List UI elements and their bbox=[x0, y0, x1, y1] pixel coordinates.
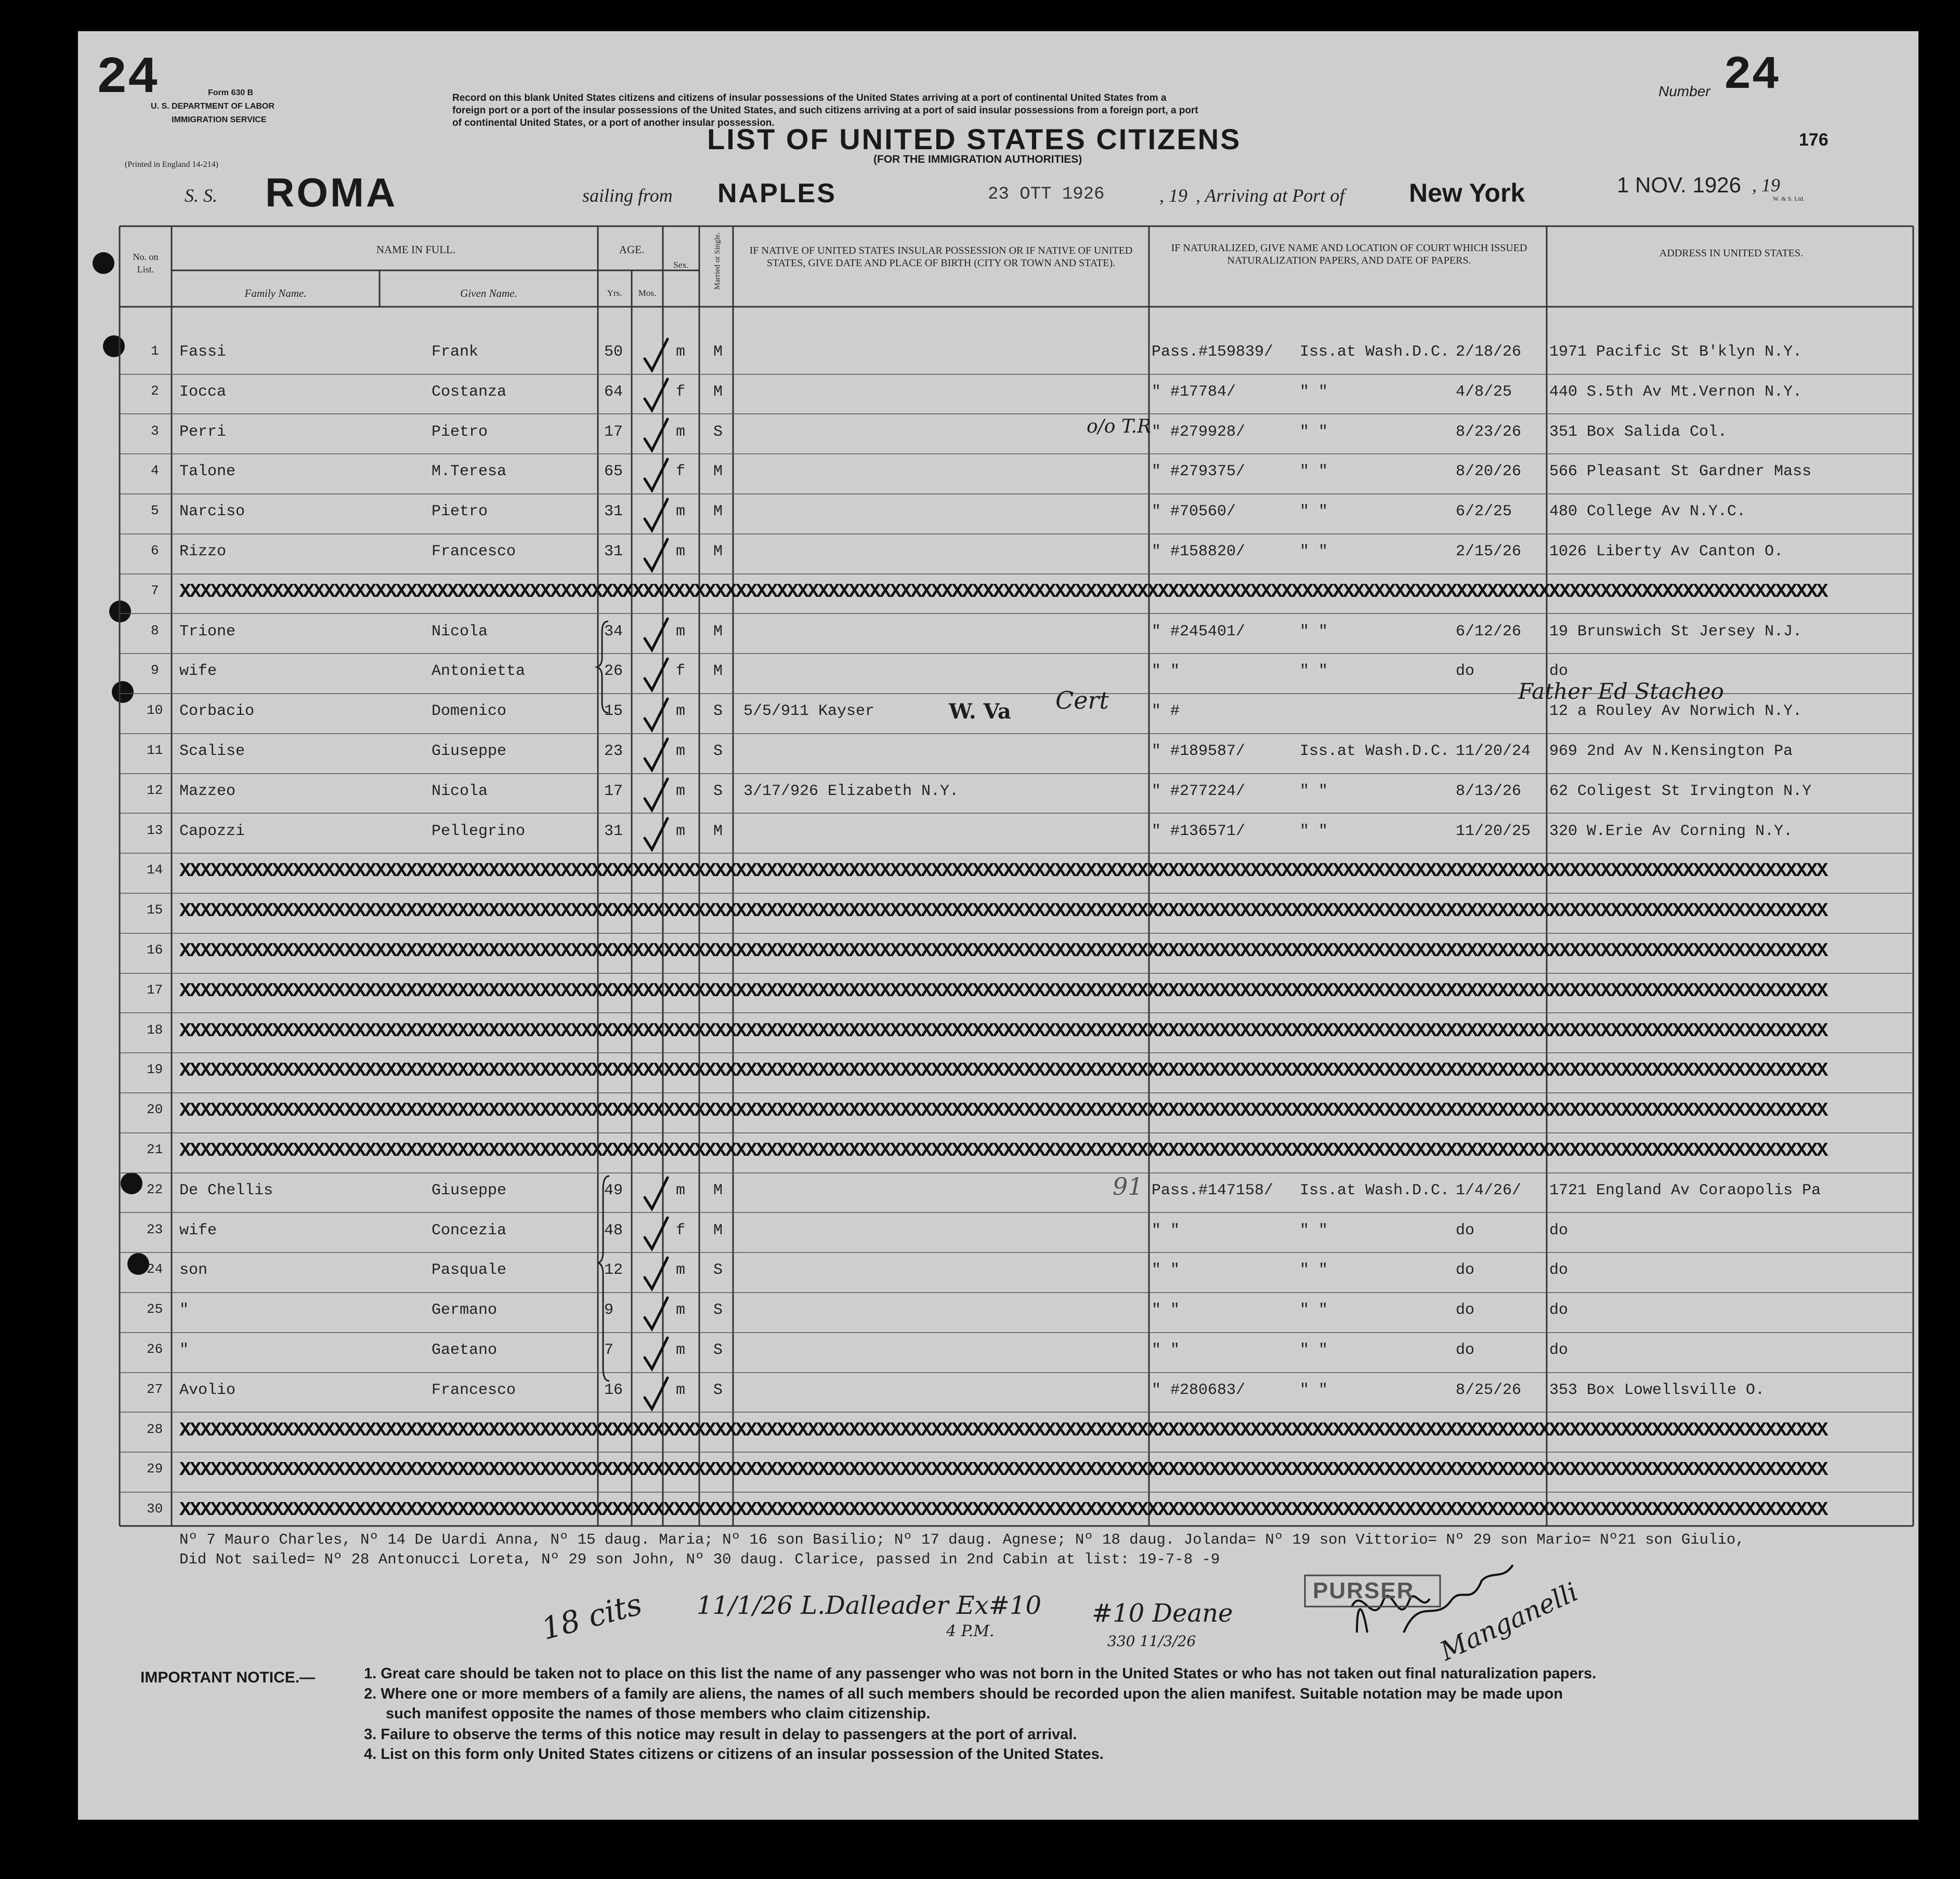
address-cell: 1721 England Av Coraopolis Pa bbox=[1549, 1181, 1821, 1199]
naturalization-paper-cell: " " bbox=[1152, 1301, 1180, 1320]
address-cell: do bbox=[1549, 662, 1569, 681]
age-years-cell: 23 bbox=[604, 742, 623, 760]
age-years-cell: 50 bbox=[604, 343, 623, 361]
given-name-cell: Nicola bbox=[432, 782, 488, 800]
crossed-out-row: XXXXXXXXXXXXXXXXXXXXXXXXXXXXXXXXXXXXXXXXXXXXXXXXXXXXXXXXXXXXXXXXXXXXXXXXXXXXXXXXXXXXXXXXXXXXXXXXXXXXXXXXXXXXXXXXXXXXXXXXXXXXXXXXXXXXXXXXXXXXXXXXXXXXXXXXXXXXXXXX bbox=[179, 983, 1827, 1000]
row-number: 9 bbox=[151, 662, 159, 678]
sail-date: 23 OTT 1926 bbox=[988, 185, 1105, 204]
age-years-cell: 31 bbox=[604, 543, 623, 560]
address-cell: 320 W.Erie Av Corning N.Y. bbox=[1549, 822, 1793, 840]
given-name-cell: Germano bbox=[432, 1301, 498, 1320]
paper-date-cell: do bbox=[1456, 1261, 1475, 1280]
given-name-cell: Pietro bbox=[432, 423, 488, 441]
court-cell: " " bbox=[1300, 423, 1328, 441]
address-cell: do bbox=[1549, 1221, 1569, 1239]
crossed-out-row: XXXXXXXXXXXXXXXXXXXXXXXXXXXXXXXXXXXXXXXXXXXXXXXXXXXXXXXXXXXXXXXXXXXXXXXXXXXXXXXXXXXXXXXXXXXXXXXXXXXXXXXXXXXXXXXXXXXXXXXXXXXXXXXXXXXXXXXXXXXXXXXXXXXXXXXXXXXXXXXX bbox=[179, 583, 1827, 601]
crossed-out-row: XXXXXXXXXXXXXXXXXXXXXXXXXXXXXXXXXXXXXXXXXXXXXXXXXXXXXXXXXXXXXXXXXXXXXXXXXXXXXXXXXXXXXXXXXXXXXXXXXXXXXXXXXXXXXXXXXXXXXXXXXXXXXXXXXXXXXXXXXXXXXXXXXXXXXXXXXXXXXXXX bbox=[179, 1103, 1827, 1120]
service: IMMIGRATION SERVICE bbox=[172, 115, 267, 124]
ship-name: ROMA bbox=[265, 169, 398, 215]
row-number: 14 bbox=[147, 862, 163, 878]
row-number: 4 bbox=[151, 463, 159, 479]
sex-cell: m bbox=[676, 622, 686, 641]
marital-status-cell: S bbox=[713, 1301, 723, 1320]
age-years-cell: 9 bbox=[604, 1301, 614, 1320]
col-yrs: Yrs. bbox=[607, 288, 622, 298]
row-number: 30 bbox=[147, 1501, 163, 1517]
family-name-cell: Talone bbox=[179, 463, 236, 481]
family-name-cell: Perri bbox=[179, 423, 227, 441]
page-subtitle: (FOR THE IMMIGRATION AUTHORITIES) bbox=[873, 153, 1082, 165]
naturalization-paper-cell: " #17784/ bbox=[1152, 383, 1236, 401]
family-name-cell: son bbox=[179, 1261, 208, 1280]
footnote-line-2: Did Not sailed= Nº 28 Antonucci Loreta, Nº 29 son John, Nº 30 daug. Clarice, passed in 2nd Cabin at list: 19-7-8 -9 bbox=[179, 1551, 1220, 1568]
row-number: 2 bbox=[151, 383, 159, 399]
given-name-cell: Pellegrino bbox=[432, 822, 526, 840]
marital-status-cell: M bbox=[713, 662, 723, 681]
address-cell: 566 Pleasant St Gardner Mass bbox=[1549, 463, 1812, 481]
page-number-right: 24 bbox=[1723, 49, 1780, 102]
marital-status-cell: M bbox=[713, 463, 723, 481]
crossed-out-row: XXXXXXXXXXXXXXXXXXXXXXXXXXXXXXXXXXXXXXXXXXXXXXXXXXXXXXXXXXXXXXXXXXXXXXXXXXXXXXXXXXXXXXXXXXXXXXXXXXXXXXXXXXXXXXXXXXXXXXXXXXXXXXXXXXXXXXXXXXXXXXXXXXXXXXXXXXXXXXXX bbox=[179, 1063, 1827, 1080]
row-number: 8 bbox=[151, 622, 159, 638]
court-cell: " " bbox=[1300, 1381, 1328, 1399]
age-years-cell: 34 bbox=[604, 622, 623, 641]
given-name-cell: Giuseppe bbox=[432, 742, 507, 760]
year-2: , 19 bbox=[1752, 175, 1780, 195]
col-family-name: Family Name. bbox=[244, 287, 307, 299]
family-name-cell: Trione bbox=[179, 622, 236, 641]
address-cell: 1026 Liberty Av Canton O. bbox=[1549, 543, 1784, 560]
page-number-left: 24 bbox=[96, 49, 159, 108]
family-name-cell: Narciso bbox=[179, 503, 245, 521]
col-address: ADDRESS IN UNITED STATES. bbox=[1659, 247, 1804, 259]
family-name-cell: wife bbox=[179, 662, 217, 681]
naturalization-paper-cell: " #136571/ bbox=[1152, 822, 1246, 840]
col-married: Married or Single. bbox=[713, 232, 722, 290]
marital-status-cell: M bbox=[713, 622, 723, 641]
port-to: New York bbox=[1409, 178, 1525, 207]
row-number: 12 bbox=[147, 782, 163, 798]
court-cell: " " bbox=[1300, 822, 1328, 840]
sex-cell: m bbox=[676, 822, 686, 840]
handwritten-91: 91 bbox=[1113, 1172, 1143, 1201]
col-given-name: Given Name. bbox=[460, 287, 517, 299]
paper-date-cell: 11/20/25 bbox=[1456, 822, 1531, 840]
sex-cell: m bbox=[676, 702, 686, 721]
paper-date-cell: 6/2/25 bbox=[1456, 503, 1512, 521]
marital-status-cell: M bbox=[713, 503, 723, 521]
address-cell: 62 Coligest St Irvington N.Y bbox=[1549, 782, 1812, 800]
paper-date-cell: do bbox=[1456, 1341, 1475, 1359]
paper-date-cell: 1/4/26/ bbox=[1456, 1181, 1522, 1199]
naturalization-paper-cell: " #245401/ bbox=[1152, 622, 1246, 641]
crossed-out-row: XXXXXXXXXXXXXXXXXXXXXXXXXXXXXXXXXXXXXXXXXXXXXXXXXXXXXXXXXXXXXXXXXXXXXXXXXXXXXXXXXXXXXXXXXXXXXXXXXXXXXXXXXXXXXXXXXXXXXXXXXXXXXXXXXXXXXXXXXXXXXXXXXXXXXXXXXXXXXXXX bbox=[179, 1422, 1827, 1439]
court-cell: " " bbox=[1300, 1261, 1328, 1280]
footnote-line-1: Nº 7 Mauro Charles, Nº 14 De Uardi Anna, Nº 15 daug. Maria; Nº 16 son Basilio; Nº 17 daug. Agnese; Nº 18 daug. Jolanda= Nº 19 son Vittorio= Nº 29 son Mario= Nº21 son Giulio, bbox=[179, 1531, 1745, 1548]
marital-status-cell: S bbox=[713, 782, 723, 800]
row-number: 22 bbox=[147, 1181, 163, 1197]
purser-stamp: PURSER bbox=[1313, 1578, 1415, 1603]
court-cell: " " bbox=[1300, 782, 1328, 800]
marital-status-cell: S bbox=[713, 1261, 723, 1280]
marital-status-cell: M bbox=[713, 822, 723, 840]
row-number: 5 bbox=[151, 503, 159, 519]
family-name-cell: Fassi bbox=[179, 343, 227, 361]
family-name-cell: wife bbox=[179, 1221, 217, 1239]
court-cell: " " bbox=[1300, 1221, 1328, 1239]
given-name-cell: Giuseppe bbox=[432, 1181, 507, 1199]
sex-cell: m bbox=[676, 343, 686, 361]
naturalization-paper-cell: " # bbox=[1152, 702, 1180, 721]
marital-status-cell: M bbox=[713, 343, 723, 361]
sex-cell: m bbox=[676, 1301, 686, 1320]
court-cell: " " bbox=[1300, 662, 1328, 681]
age-years-cell: 17 bbox=[604, 782, 623, 800]
age-years-cell: 31 bbox=[604, 822, 623, 840]
given-name-cell: Nicola bbox=[432, 622, 488, 641]
given-name-cell: Frank bbox=[432, 343, 479, 361]
address-cell: 353 Box Lowellsville O. bbox=[1549, 1381, 1765, 1399]
handwritten-note-2b: 330 11/3/26 bbox=[1107, 1633, 1196, 1650]
col-no: No. on List. bbox=[133, 252, 159, 275]
court-cell: " " bbox=[1300, 503, 1328, 521]
marital-status-cell: M bbox=[713, 543, 723, 560]
notice-heading: IMPORTANT NOTICE.— bbox=[140, 1669, 316, 1686]
sex-cell: f bbox=[676, 383, 686, 401]
paper-date-cell: 8/20/26 bbox=[1456, 463, 1522, 481]
age-years-cell: 16 bbox=[604, 1381, 623, 1399]
number-label: Number bbox=[1658, 83, 1710, 99]
naturalization-paper-cell: " #70560/ bbox=[1152, 503, 1236, 521]
sex-cell: m bbox=[676, 1341, 686, 1359]
crossed-out-row: XXXXXXXXXXXXXXXXXXXXXXXXXXXXXXXXXXXXXXXXXXXXXXXXXXXXXXXXXXXXXXXXXXXXXXXXXXXXXXXXXXXXXXXXXXXXXXXXXXXXXXXXXXXXXXXXXXXXXXXXXXXXXXXXXXXXXXXXXXXXXXXXXXXXXXXXXXXXXXXX bbox=[179, 1462, 1827, 1479]
page-title: LIST OF UNITED STATES CITIZENS bbox=[707, 123, 1242, 155]
court-cell: Iss.at Wash.D.C. bbox=[1300, 742, 1450, 760]
naturalization-paper-cell: " #279375/ bbox=[1152, 463, 1246, 481]
col-name-in-full: NAME IN FULL. bbox=[376, 243, 456, 256]
row-number: 6 bbox=[151, 543, 159, 558]
given-name-cell: Francesco bbox=[432, 543, 516, 560]
naturalization-paper-cell: Pass.#159839/ bbox=[1152, 343, 1274, 361]
form-number: Form 630 B bbox=[208, 88, 254, 97]
naturalization-paper-cell: " " bbox=[1152, 1221, 1180, 1239]
sheet-number: 176 bbox=[1799, 130, 1828, 150]
address-cell: 351 Box Salida Col. bbox=[1549, 423, 1728, 441]
notice-item-1: 1. Great care should be taken not to place on this list the name of any passenger who was not born in the United States or who has not taken out final naturalization papers. bbox=[364, 1665, 1597, 1682]
notice-item-3: 3. Failure to observe the terms of this notice may result in delay to passengers at the port of arrival. bbox=[364, 1726, 1077, 1743]
court-cell: " " bbox=[1300, 383, 1328, 401]
sex-cell: m bbox=[676, 1381, 686, 1399]
arrival-date: 1 NOV. 1926 bbox=[1617, 173, 1741, 197]
sex-cell: m bbox=[676, 543, 686, 560]
court-cell: " " bbox=[1300, 1301, 1328, 1320]
naturalization-paper-cell: " " bbox=[1152, 1261, 1180, 1280]
handwritten-father: Father Ed Stacheo bbox=[1518, 678, 1724, 704]
notice-item-2-cont: such manifest opposite the names of those members who claim citizenship. bbox=[386, 1705, 931, 1722]
col-native: IF NATIVE OF UNITED STATES INSULAR POSSESSION OR IF NATIVE OF UNITED STATES, GIVE DATE AND PLACE OF BIRTH (CITY OR TOWN AND STATE). bbox=[749, 245, 1133, 269]
row-number: 7 bbox=[151, 582, 159, 598]
row-number: 11 bbox=[147, 742, 163, 758]
paper-date-cell: 11/20/24 bbox=[1456, 742, 1531, 760]
col-mos: Mos. bbox=[638, 288, 657, 298]
notice-item-4: 4. List on this form only United States citizens or citizens of an insular possession of the United States. bbox=[364, 1746, 1104, 1763]
paper-date-cell: 8/25/26 bbox=[1456, 1381, 1522, 1399]
age-years-cell: 49 bbox=[604, 1181, 623, 1199]
given-name-cell: Concezia bbox=[432, 1221, 507, 1239]
sex-cell: m bbox=[676, 782, 686, 800]
col-age: AGE. bbox=[619, 243, 645, 256]
row-number: 29 bbox=[147, 1461, 163, 1477]
row-number: 27 bbox=[147, 1381, 163, 1397]
family-name-cell: " bbox=[179, 1341, 189, 1359]
naturalization-paper-cell: Pass.#147158/ bbox=[1152, 1181, 1274, 1199]
paper-date-cell: 2/18/26 bbox=[1456, 343, 1522, 361]
paper-date-cell: do bbox=[1456, 662, 1475, 681]
row-number: 10 bbox=[147, 702, 163, 719]
paper-date-cell: 2/15/26 bbox=[1456, 543, 1522, 560]
given-name-cell: Francesco bbox=[432, 1381, 516, 1399]
family-name-cell: Corbacio bbox=[179, 702, 255, 721]
marital-status-cell: S bbox=[713, 742, 723, 760]
row-number: 18 bbox=[147, 1022, 163, 1038]
printer-mark: W. & S. Ltd. bbox=[1773, 195, 1805, 202]
marital-status-cell: M bbox=[713, 383, 723, 401]
birth-info-cell: 3/17/926 Elizabeth N.Y. bbox=[743, 782, 959, 800]
family-name-cell: Capozzi bbox=[179, 822, 245, 840]
row-number: 21 bbox=[147, 1142, 163, 1157]
marital-status-cell: M bbox=[713, 1221, 723, 1239]
crossed-out-row: XXXXXXXXXXXXXXXXXXXXXXXXXXXXXXXXXXXXXXXXXXXXXXXXXXXXXXXXXXXXXXXXXXXXXXXXXXXXXXXXXXXXXXXXXXXXXXXXXXXXXXXXXXXXXXXXXXXXXXXXXXXXXXXXXXXXXXXXXXXXXXXXXXXXXXXXXXXXXXXX bbox=[179, 943, 1827, 960]
address-cell: 19 Brunswich St Jersey N.J. bbox=[1549, 622, 1802, 641]
address-cell: 969 2nd Av N.Kensington Pa bbox=[1549, 742, 1793, 760]
handwritten-cits: 18 cits bbox=[538, 1586, 646, 1647]
department: U. S. DEPARTMENT OF LABOR bbox=[151, 102, 275, 111]
marital-status-cell: S bbox=[713, 1341, 723, 1359]
row-number: 20 bbox=[147, 1102, 163, 1118]
family-name-cell: Mazzeo bbox=[179, 782, 236, 800]
address-cell: do bbox=[1549, 1341, 1569, 1359]
paper-date-cell: do bbox=[1456, 1301, 1475, 1320]
address-cell: 12 a Rouley Av Norwich N.Y. bbox=[1549, 702, 1802, 721]
naturalization-paper-cell: " #277224/ bbox=[1152, 782, 1246, 800]
age-years-cell: 31 bbox=[604, 503, 623, 521]
marital-status-cell: M bbox=[713, 1181, 723, 1199]
paper-date-cell: 6/12/26 bbox=[1456, 622, 1522, 641]
court-cell: " " bbox=[1300, 463, 1328, 481]
intro-line-3: of continental United States, or a port of another insular possession. bbox=[452, 118, 775, 128]
row-number: 24 bbox=[147, 1261, 163, 1277]
given-name-cell: M.Teresa bbox=[432, 463, 507, 481]
crossed-out-row: XXXXXXXXXXXXXXXXXXXXXXXXXXXXXXXXXXXXXXXXXXXXXXXXXXXXXXXXXXXXXXXXXXXXXXXXXXXXXXXXXXXXXXXXXXXXXXXXXXXXXXXXXXXXXXXXXXXXXXXXXXXXXXXXXXXXXXXXXXXXXXXXXXXXXXXXXXXXXXXX bbox=[179, 903, 1827, 920]
row-number: 1 bbox=[151, 343, 159, 359]
age-years-cell: 7 bbox=[604, 1341, 614, 1359]
family-name-cell: " bbox=[179, 1301, 189, 1320]
handwritten-signature: Manganelli bbox=[1435, 1576, 1583, 1667]
handwritten-otr: o/o T.R bbox=[1087, 416, 1152, 437]
crossed-out-row: XXXXXXXXXXXXXXXXXXXXXXXXXXXXXXXXXXXXXXXXXXXXXXXXXXXXXXXXXXXXXXXXXXXXXXXXXXXXXXXXXXXXXXXXXXXXXXXXXXXXXXXXXXXXXXXXXXXXXXXXXXXXXXXXXXXXXXXXXXXXXXXXXXXXXXXXXXXXXXXX bbox=[179, 1502, 1827, 1519]
paper-date-cell: 8/23/26 bbox=[1456, 423, 1522, 441]
row-number: 3 bbox=[151, 423, 159, 439]
row-number: 16 bbox=[147, 942, 163, 958]
naturalization-paper-cell: " " bbox=[1152, 662, 1180, 681]
handwritten-wva: W. Va bbox=[949, 699, 1011, 724]
court-cell: Iss.at Wash.D.C. bbox=[1300, 1181, 1450, 1199]
naturalization-paper-cell: " #158820/ bbox=[1152, 543, 1246, 560]
sex-cell: m bbox=[676, 742, 686, 760]
naturalization-paper-cell: " #279928/ bbox=[1152, 423, 1246, 441]
crossed-out-row: XXXXXXXXXXXXXXXXXXXXXXXXXXXXXXXXXXXXXXXXXXXXXXXXXXXXXXXXXXXXXXXXXXXXXXXXXXXXXXXXXXXXXXXXXXXXXXXXXXXXXXXXXXXXXXXXXXXXXXXXXXXXXXXXXXXXXXXXXXXXXXXXXXXXXXXXXXXXXXXX bbox=[179, 1023, 1827, 1040]
address-cell: do bbox=[1549, 1301, 1569, 1320]
row-number: 17 bbox=[147, 982, 163, 998]
age-years-cell: 64 bbox=[604, 383, 623, 401]
address-cell: 480 College Av N.Y.C. bbox=[1549, 503, 1746, 521]
row-number: 26 bbox=[147, 1341, 163, 1357]
ss-label: S. S. bbox=[185, 185, 217, 206]
crossed-out-row: XXXXXXXXXXXXXXXXXXXXXXXXXXXXXXXXXXXXXXXXXXXXXXXXXXXXXXXXXXXXXXXXXXXXXXXXXXXXXXXXXXXXXXXXXXXXXXXXXXXXXXXXXXXXXXXXXXXXXXXXXXXXXXXXXXXXXXXXXXXXXXXXXXXXXXXXXXXXXXXX bbox=[179, 1143, 1827, 1159]
court-cell: " " bbox=[1300, 1341, 1328, 1359]
crossed-out-row: XXXXXXXXXXXXXXXXXXXXXXXXXXXXXXXXXXXXXXXXXXXXXXXXXXXXXXXXXXXXXXXXXXXXXXXXXXXXXXXXXXXXXXXXXXXXXXXXXXXXXXXXXXXXXXXXXXXXXXXXXXXXXXXXXXXXXXXXXXXXXXXXXXXXXXXXXXXXXXXX bbox=[179, 863, 1827, 880]
family-name-cell: Scalise bbox=[179, 742, 245, 760]
arriving-label: , Arriving at Port of bbox=[1196, 185, 1345, 206]
paper-date-cell: 4/8/25 bbox=[1456, 383, 1512, 401]
age-years-cell: 65 bbox=[604, 463, 623, 481]
given-name-cell: Pasquale bbox=[432, 1261, 507, 1280]
col-sex: Sex. bbox=[673, 260, 689, 270]
age-years-cell: 26 bbox=[604, 662, 623, 681]
sex-cell: m bbox=[676, 1181, 686, 1199]
age-years-cell: 48 bbox=[604, 1221, 623, 1239]
sex-cell: f bbox=[676, 662, 686, 681]
given-name-cell: Antonietta bbox=[432, 662, 526, 681]
row-number: 28 bbox=[147, 1421, 163, 1437]
marital-status-cell: S bbox=[713, 1381, 723, 1399]
intro-line-2: foreign port or a port of the insular possessions of the United States, and such citizens arriving at a port of said insular possessions from a foreign port, a port bbox=[452, 105, 1198, 116]
given-name-cell: Gaetano bbox=[432, 1341, 498, 1359]
marital-status-cell: S bbox=[713, 423, 723, 441]
notice-item-2: 2. Where one or more members of a family are aliens, the names of all such members should be recorded upon the alien manifest. Suitable notation may be made upon bbox=[364, 1686, 1563, 1702]
given-name-cell: Domenico bbox=[432, 702, 507, 721]
age-years-cell: 12 bbox=[604, 1261, 623, 1280]
address-cell: 1971 Pacific St B'klyn N.Y. bbox=[1549, 343, 1802, 361]
given-name-cell: Costanza bbox=[432, 383, 507, 401]
naturalization-paper-cell: " " bbox=[1152, 1341, 1180, 1359]
col-naturalized: IF NATURALIZED, GIVE NAME AND LOCATION OF COURT WHICH ISSUED NATURALIZATION PAPERS, AND DATE OF PAPERS. bbox=[1171, 242, 1527, 266]
address-cell: 440 S.5th Av Mt.Vernon N.Y. bbox=[1549, 383, 1802, 401]
handwritten-note-2: #10 Deane bbox=[1092, 1599, 1233, 1628]
paper-date-cell: 8/13/26 bbox=[1456, 782, 1522, 800]
year-1: , 19 bbox=[1159, 185, 1187, 206]
row-number: 15 bbox=[147, 902, 163, 918]
row-number: 23 bbox=[147, 1221, 163, 1237]
handwritten-note-1b: 4 P.M. bbox=[946, 1622, 995, 1640]
address-cell: do bbox=[1549, 1261, 1569, 1280]
court-cell: Iss.at Wash.D.C. bbox=[1300, 343, 1450, 361]
age-years-cell: 17 bbox=[604, 423, 623, 441]
handwritten-note-1: 11/1/26 L.Dalleader Ex#10 bbox=[697, 1591, 1041, 1620]
printed-note: (Printed in England 14-214) bbox=[125, 160, 218, 169]
sailing-label: sailing from bbox=[582, 185, 673, 206]
family-name-cell: De Chellis bbox=[179, 1181, 273, 1199]
sex-cell: f bbox=[676, 463, 686, 481]
sex-cell: m bbox=[676, 423, 686, 441]
birth-info-cell: 5/5/911 Kayser bbox=[743, 702, 875, 721]
row-number: 13 bbox=[147, 822, 163, 838]
court-cell: " " bbox=[1300, 543, 1328, 560]
sex-cell: m bbox=[676, 503, 686, 521]
given-name-cell: Pietro bbox=[432, 503, 488, 521]
sex-cell: m bbox=[676, 1261, 686, 1280]
row-number: 19 bbox=[147, 1062, 163, 1078]
row-number: 25 bbox=[147, 1301, 163, 1317]
family-name-cell: Rizzo bbox=[179, 543, 227, 560]
intro-line-1: Record on this blank United States citizens and citizens of insular possessions of the United States arriving at a port of continental United States from a bbox=[452, 93, 1167, 103]
handwritten-cert: Cert bbox=[1055, 686, 1109, 714]
age-years-cell: 15 bbox=[604, 702, 623, 721]
naturalization-paper-cell: " #189587/ bbox=[1152, 742, 1246, 760]
port-from: NAPLES bbox=[717, 178, 837, 208]
family-name-cell: Iocca bbox=[179, 383, 227, 401]
paper-date-cell: do bbox=[1456, 1221, 1475, 1239]
family-name-cell: Avolio bbox=[179, 1381, 236, 1399]
naturalization-paper-cell: " #280683/ bbox=[1152, 1381, 1246, 1399]
marital-status-cell: S bbox=[713, 702, 723, 721]
sex-cell: f bbox=[676, 1221, 686, 1239]
court-cell: " " bbox=[1300, 622, 1328, 641]
